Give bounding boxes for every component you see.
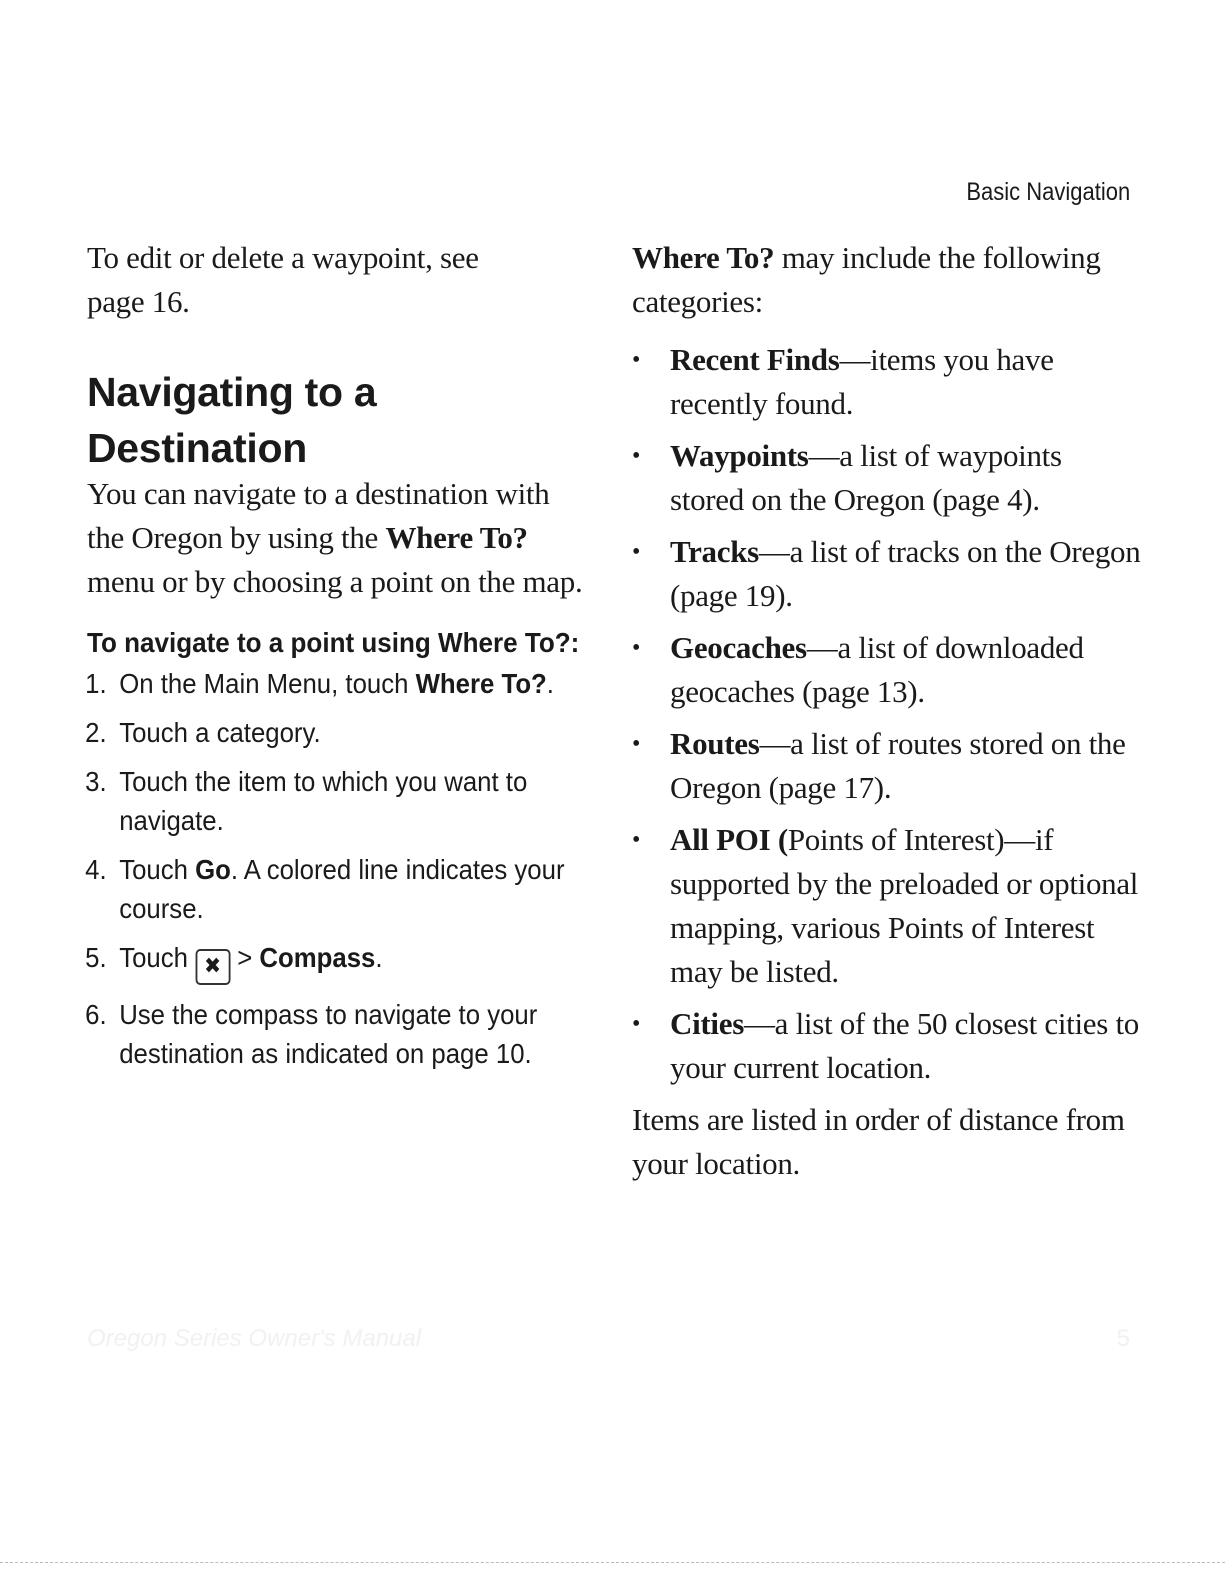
intro-text-end: menu or by choosing a point on the map. xyxy=(87,564,583,599)
section-heading xyxy=(87,364,587,476)
step-text: Touch the item to which you want to navigate. xyxy=(119,766,528,836)
step-bold: Where To? xyxy=(415,668,547,699)
closing-paragraph: Items are listed in order of distance from your location. xyxy=(632,1102,1125,1181)
bullet: • xyxy=(632,827,641,853)
step-text-end: . A colored line indicates your course. xyxy=(119,854,565,924)
bullet: • xyxy=(632,1011,641,1037)
bullet: • xyxy=(632,443,641,469)
step-text: Touch xyxy=(119,854,196,885)
bullet: • xyxy=(632,347,641,373)
edit-waypoint-note-line1: To edit or delete a waypoint, see xyxy=(87,240,479,275)
step-text: Touch a category. xyxy=(119,717,321,748)
category-item xyxy=(632,818,1142,994)
bullet: • xyxy=(632,731,641,757)
category-item xyxy=(632,434,1142,522)
lead-where-to: Where To? xyxy=(632,240,775,275)
step-number: 1. xyxy=(85,668,107,699)
category-name: Routes xyxy=(670,726,760,761)
step-number: 4. xyxy=(85,854,107,885)
category-desc: —a list of routes stored on the Oregon (page 17). xyxy=(670,726,1126,805)
bullet: • xyxy=(632,539,641,565)
step-text-end: . xyxy=(375,942,383,973)
intro-paragraph xyxy=(87,472,587,604)
procedure-heading: To navigate to a point using Where To?: xyxy=(87,627,580,658)
step-number: 3. xyxy=(85,766,107,797)
map-tools-icon: ✖ xyxy=(195,949,230,985)
step-item xyxy=(87,938,616,985)
category-item xyxy=(632,338,1142,426)
intro-where-to: Where To? xyxy=(385,520,528,555)
step-item xyxy=(87,995,616,1073)
step-separator: > xyxy=(230,942,260,973)
right-column xyxy=(632,236,1142,1186)
category-item xyxy=(632,722,1142,810)
category-desc: —a list of the 50 closest cities to your current location. xyxy=(670,1006,1139,1085)
running-header: Basic Navigation xyxy=(966,178,1130,206)
step-text: Touch xyxy=(119,942,196,973)
category-name: Geocaches xyxy=(670,630,807,665)
category-desc: —a list of tracks on the Oregon (page 19). xyxy=(670,534,1141,613)
step-text-end: . xyxy=(546,668,554,699)
step-bold: Go xyxy=(195,854,231,885)
step-list xyxy=(87,664,587,1073)
category-desc: —a list of downloaded geocaches (page 13). xyxy=(670,630,1084,709)
step-number: 2. xyxy=(85,717,107,748)
intro-text-start: You can navigate to a destination with the Oregon by using the xyxy=(87,476,550,555)
step-item xyxy=(87,850,616,928)
step-bold: Compass xyxy=(259,942,376,973)
footer-manual-title: Oregon Series Owner's Manual xyxy=(87,1325,422,1352)
category-item xyxy=(632,626,1142,714)
edit-waypoint-note xyxy=(87,236,587,324)
category-name: Cities xyxy=(670,1006,744,1041)
edit-waypoint-note-line2: page 16. xyxy=(87,284,190,319)
category-name: All POI ( xyxy=(670,822,788,857)
step-item xyxy=(87,713,616,752)
step-number: 5. xyxy=(85,942,107,973)
category-desc: Points of Interest)—if supported by the preloaded or optional mapping, various Points of Interest may be listed. xyxy=(670,822,1139,989)
footer-page-number: 5 xyxy=(1116,1325,1130,1352)
category-name: Recent Finds xyxy=(670,342,840,377)
section-heading-line1: Navigating to a xyxy=(87,369,377,415)
step-item xyxy=(87,762,616,840)
category-item xyxy=(632,530,1142,618)
lead-text: may include the following categories: xyxy=(632,240,1101,319)
category-name: Tracks xyxy=(670,534,759,569)
step-number: 6. xyxy=(85,999,107,1030)
category-list xyxy=(632,338,1142,1090)
left-column xyxy=(87,236,587,1083)
step-text: On the Main Menu, touch xyxy=(119,668,416,699)
categories-lead xyxy=(632,236,1142,324)
page-edge-divider xyxy=(0,1562,1225,1563)
section-heading-line2: Destination xyxy=(87,425,307,471)
step-text: Use the compass to navigate to your destination as indicated on page 10. xyxy=(119,999,538,1069)
step-item xyxy=(87,664,616,703)
category-desc: —items you have recently found. xyxy=(670,342,1054,421)
bullet: • xyxy=(632,635,641,661)
category-desc: —a list of waypoints stored on the Oregon (page 4). xyxy=(670,438,1062,517)
category-name: Waypoints xyxy=(670,438,809,473)
category-item xyxy=(632,1002,1142,1090)
